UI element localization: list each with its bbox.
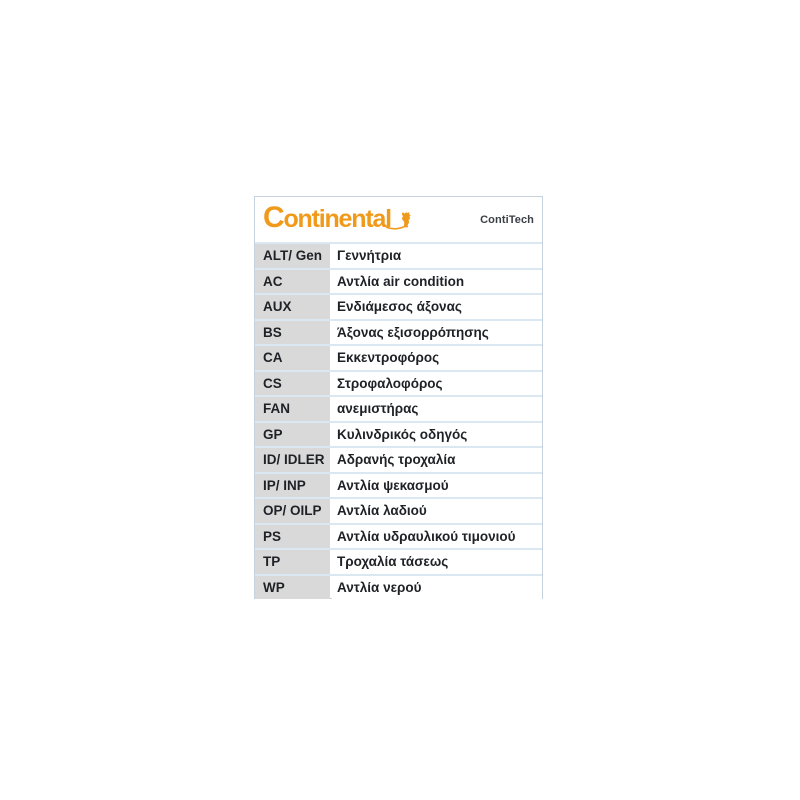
table-row: [255, 472, 542, 498]
table-row: [255, 268, 542, 294]
table-row: [255, 395, 542, 421]
abbr-cell: CA: [255, 346, 330, 370]
desc-cell: Αντλία ψεκασμού: [332, 474, 542, 498]
abbr-cell: AUX: [255, 295, 330, 319]
table-row: [255, 242, 542, 268]
desc-cell: Γεννήτρια: [332, 244, 542, 268]
desc-cell: Αντλία υδραυλικού τιμονιού: [332, 525, 542, 549]
desc-cell: Αντλία νερού: [332, 576, 542, 600]
abbr-cell: GP: [255, 423, 330, 447]
table-row: [255, 319, 542, 345]
desc-cell: Κυλινδρικός οδηγός: [332, 423, 542, 447]
abbr-cell: CS: [255, 372, 330, 396]
table-row: [255, 574, 542, 600]
table-row: [255, 523, 542, 549]
abbr-cell: FAN: [255, 397, 330, 421]
abbr-cell: ID/ IDLER: [255, 448, 330, 472]
abbr-table-body: [255, 242, 542, 599]
abbr-cell: TP: [255, 550, 330, 574]
abbreviation-legend-card: [254, 196, 543, 599]
table-row: [255, 344, 542, 370]
desc-cell: Αντλία λαδιού: [332, 499, 542, 523]
continental-logo: [263, 203, 415, 236]
desc-cell: Άξονας εξισορρόπησης: [332, 321, 542, 345]
continental-wordmark: Continental: [263, 201, 391, 234]
abbr-cell: IP/ INP: [255, 474, 330, 498]
table-row: [255, 548, 542, 574]
desc-cell: Εκκεντροφόρος: [332, 346, 542, 370]
desc-cell: Ενδιάμεσος άξονας: [332, 295, 542, 319]
contitech-label: ContiTech: [480, 213, 534, 226]
table-row: [255, 421, 542, 447]
desc-cell: Αντλία air condition: [332, 270, 542, 294]
abbr-cell: PS: [255, 525, 330, 549]
continental-horse-icon: [385, 206, 415, 232]
card-header: [255, 197, 542, 242]
desc-cell: ανεμιστήρας: [332, 397, 542, 421]
abbr-cell: ALT/ Gen: [255, 244, 330, 268]
desc-cell: Στροφαλοφόρος: [332, 372, 542, 396]
abbr-cell: OP/ OILP: [255, 499, 330, 523]
table-row: [255, 370, 542, 396]
abbr-cell: BS: [255, 321, 330, 345]
table-row: [255, 446, 542, 472]
desc-cell: Τροχαλία τάσεως: [332, 550, 542, 574]
table-row: [255, 497, 542, 523]
abbr-cell: AC: [255, 270, 330, 294]
abbr-cell: WP: [255, 576, 330, 600]
desc-cell: Αδρανής τροχαλία: [332, 448, 542, 472]
table-row: [255, 293, 542, 319]
